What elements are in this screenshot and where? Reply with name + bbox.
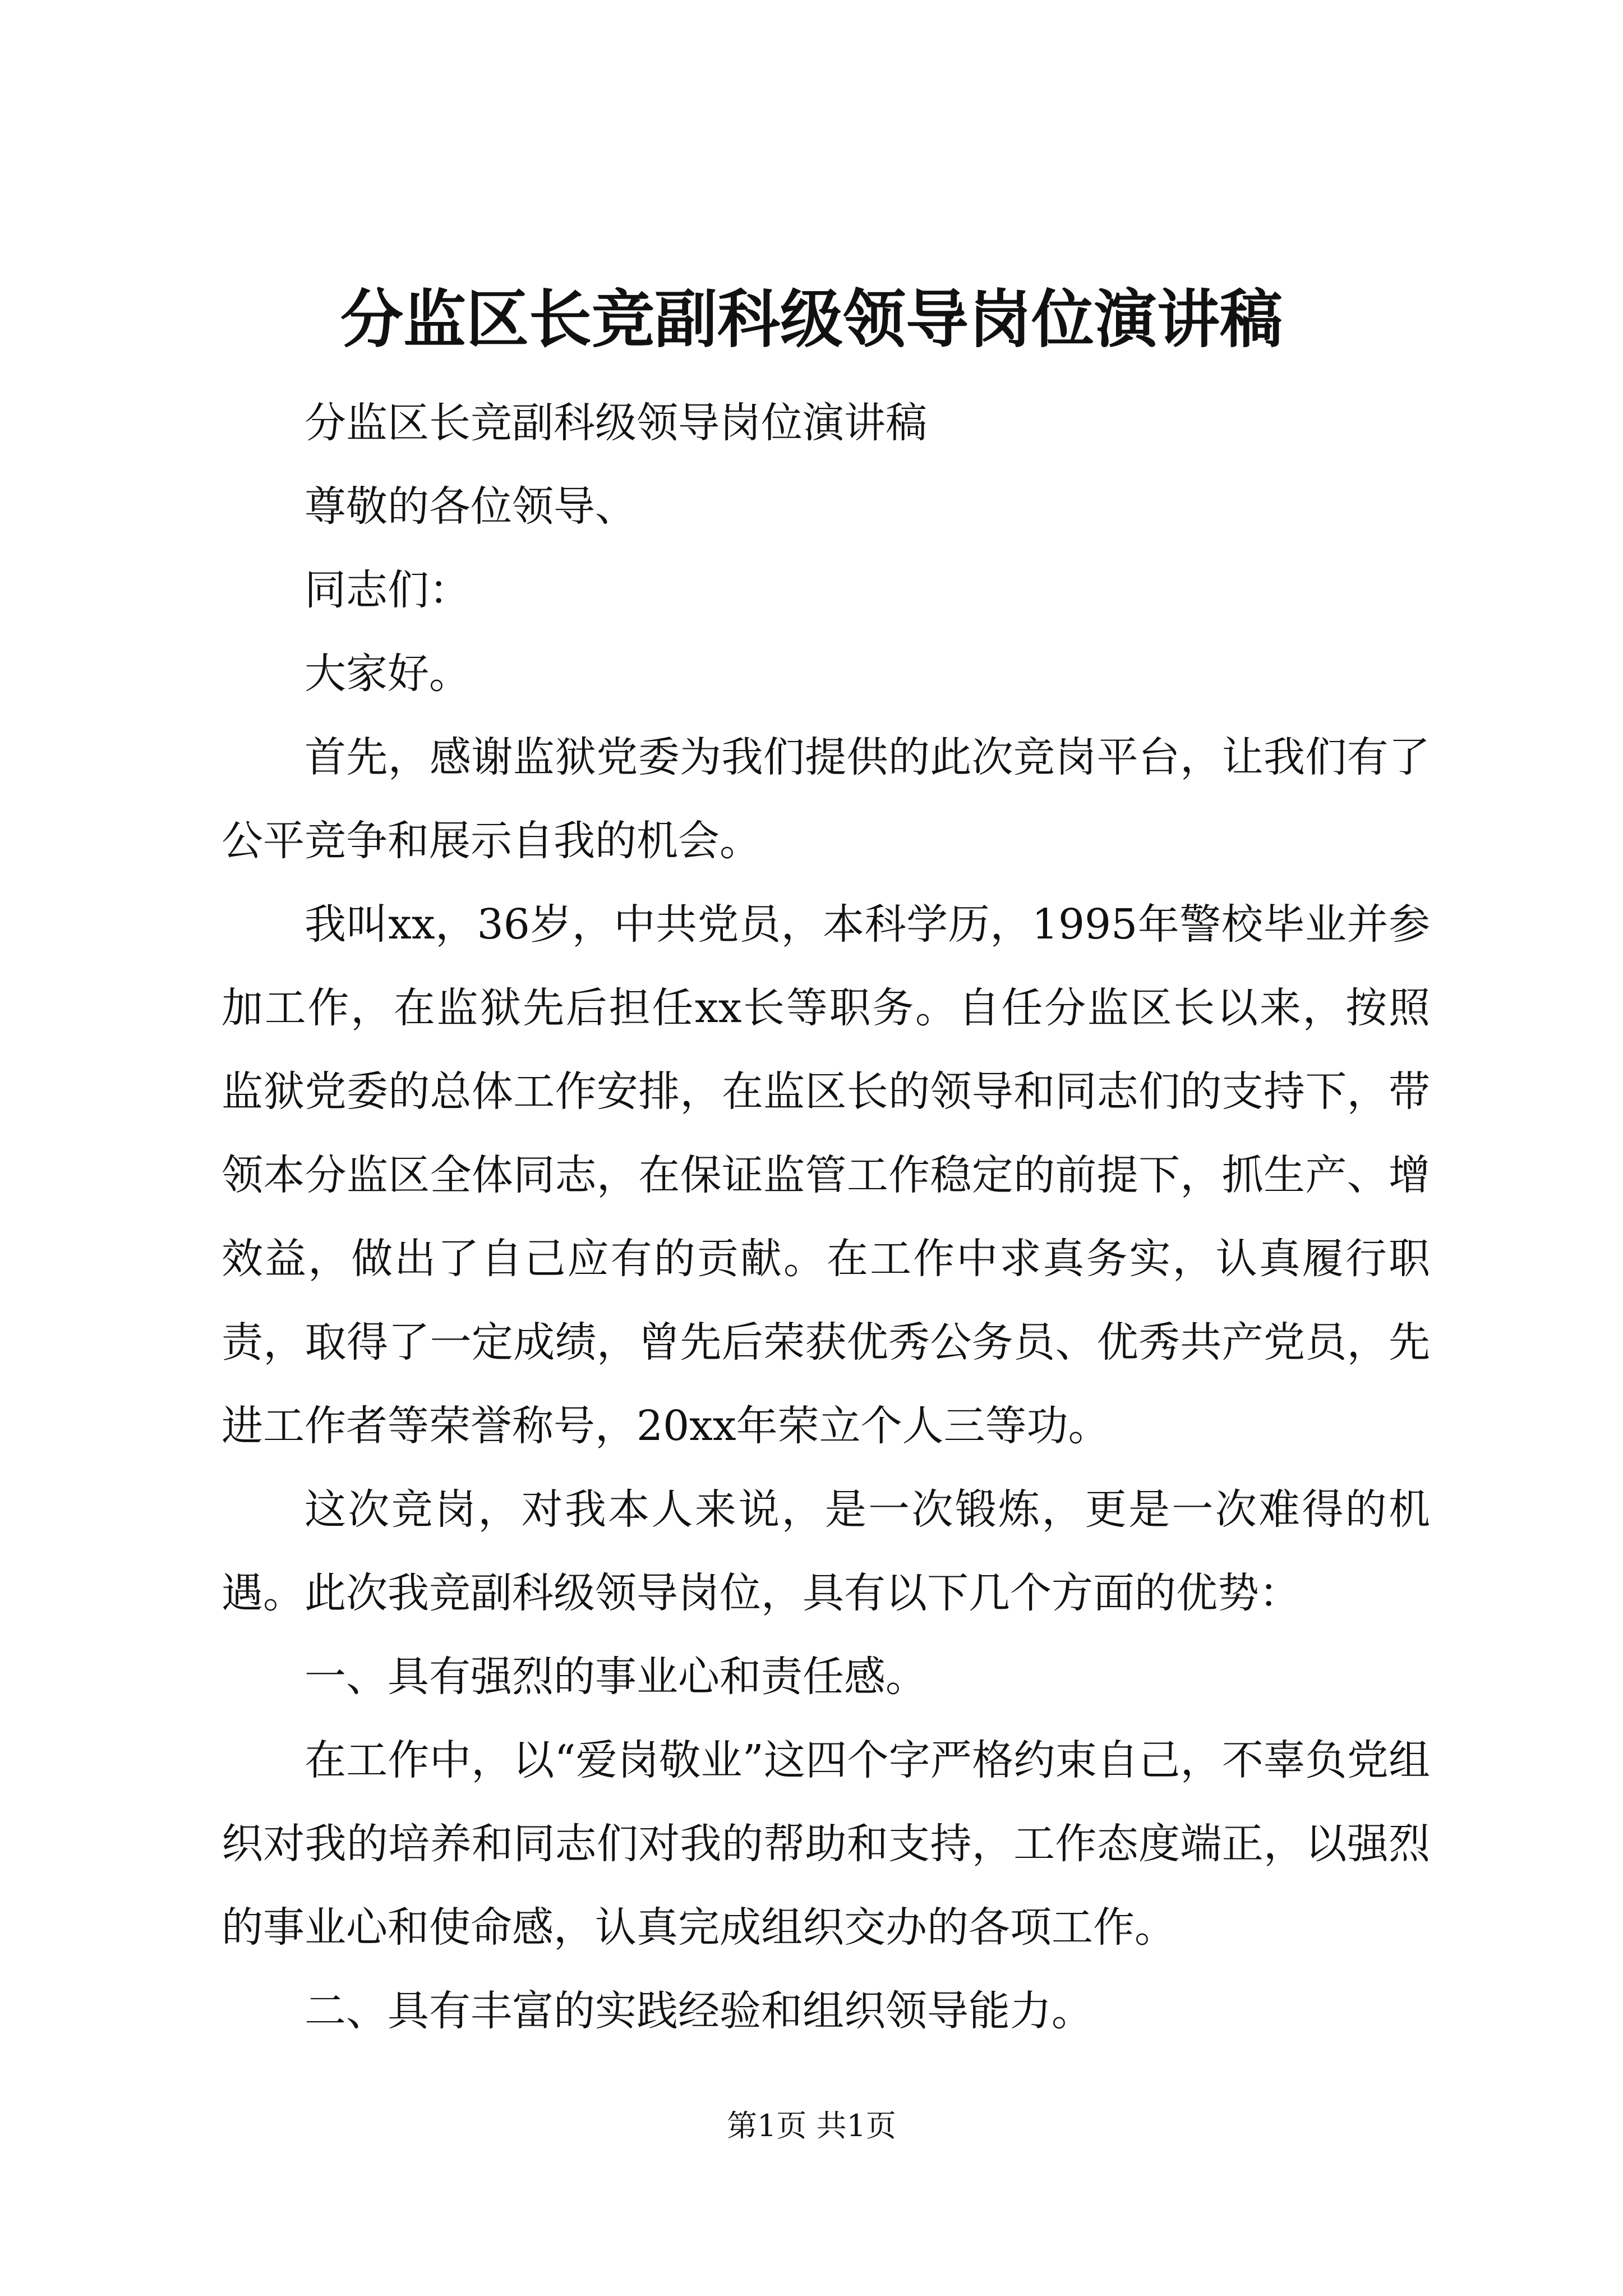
paragraph-self-introduction: 我叫xx，36岁，中共党员，本科学历，1995年警校毕业并参加工作，在监狱先后担任xx长等职务。自任分监区长以来，按照监狱党委的总体工作安排，在监区长的领导和同志们的支持下，带领本分监区全体同志，在保证监管工作稳定的前提下，抓生产、增效益，做出了自己应有的贡献。在工作中求真务实，认真履行职责，取得了一定成绩，曾先后荣获优秀公务员、优秀共产党员，先进工作者等荣誉称号，20xx年荣立个人三等功。 bbox=[222, 900, 1430, 1450]
document-title: 分监区长竞副科级领导岗位演讲稿 bbox=[340, 283, 1283, 356]
paragraph-heading-two: 二、具有丰富的实践经验和组织领导能力。 bbox=[305, 1987, 1093, 2035]
paragraph-salutation-comrades: 同志们： bbox=[305, 566, 471, 614]
paragraph-greeting: 大家好。 bbox=[305, 650, 471, 698]
paragraph-advantages-intro: 这次竞岗，对我本人来说，是一次锻炼，更是一次难得的机遇。此次我竞副科级领导岗位，具有以下几个方面的优势： bbox=[222, 1485, 1430, 1617]
paragraph-dedication: 在工作中，以“爱岗敬业”这四个字严格约束自己，不辜负党组织对我的培养和同志们对我的帮助和支持，工作态度端正，以强烈的事业心和使命感，认真完成组织交办的各项工作。 bbox=[222, 1736, 1430, 1952]
page-footer: 第1页 共1页 bbox=[727, 2108, 896, 2143]
document-body bbox=[222, 381, 1430, 2053]
paragraph-thanks: 首先，感谢监狱党委为我们提供的此次竞岗平台，让我们有了公平竞争和展示自我的机会。 bbox=[222, 733, 1430, 865]
paragraph-salutation: 尊敬的各位领导、 bbox=[305, 482, 637, 531]
paragraph-subtitle: 分监区长竞副科级领导岗位演讲稿 bbox=[305, 399, 927, 447]
paragraph-heading-one: 一、具有强烈的事业心和责任感。 bbox=[305, 1653, 927, 1701]
